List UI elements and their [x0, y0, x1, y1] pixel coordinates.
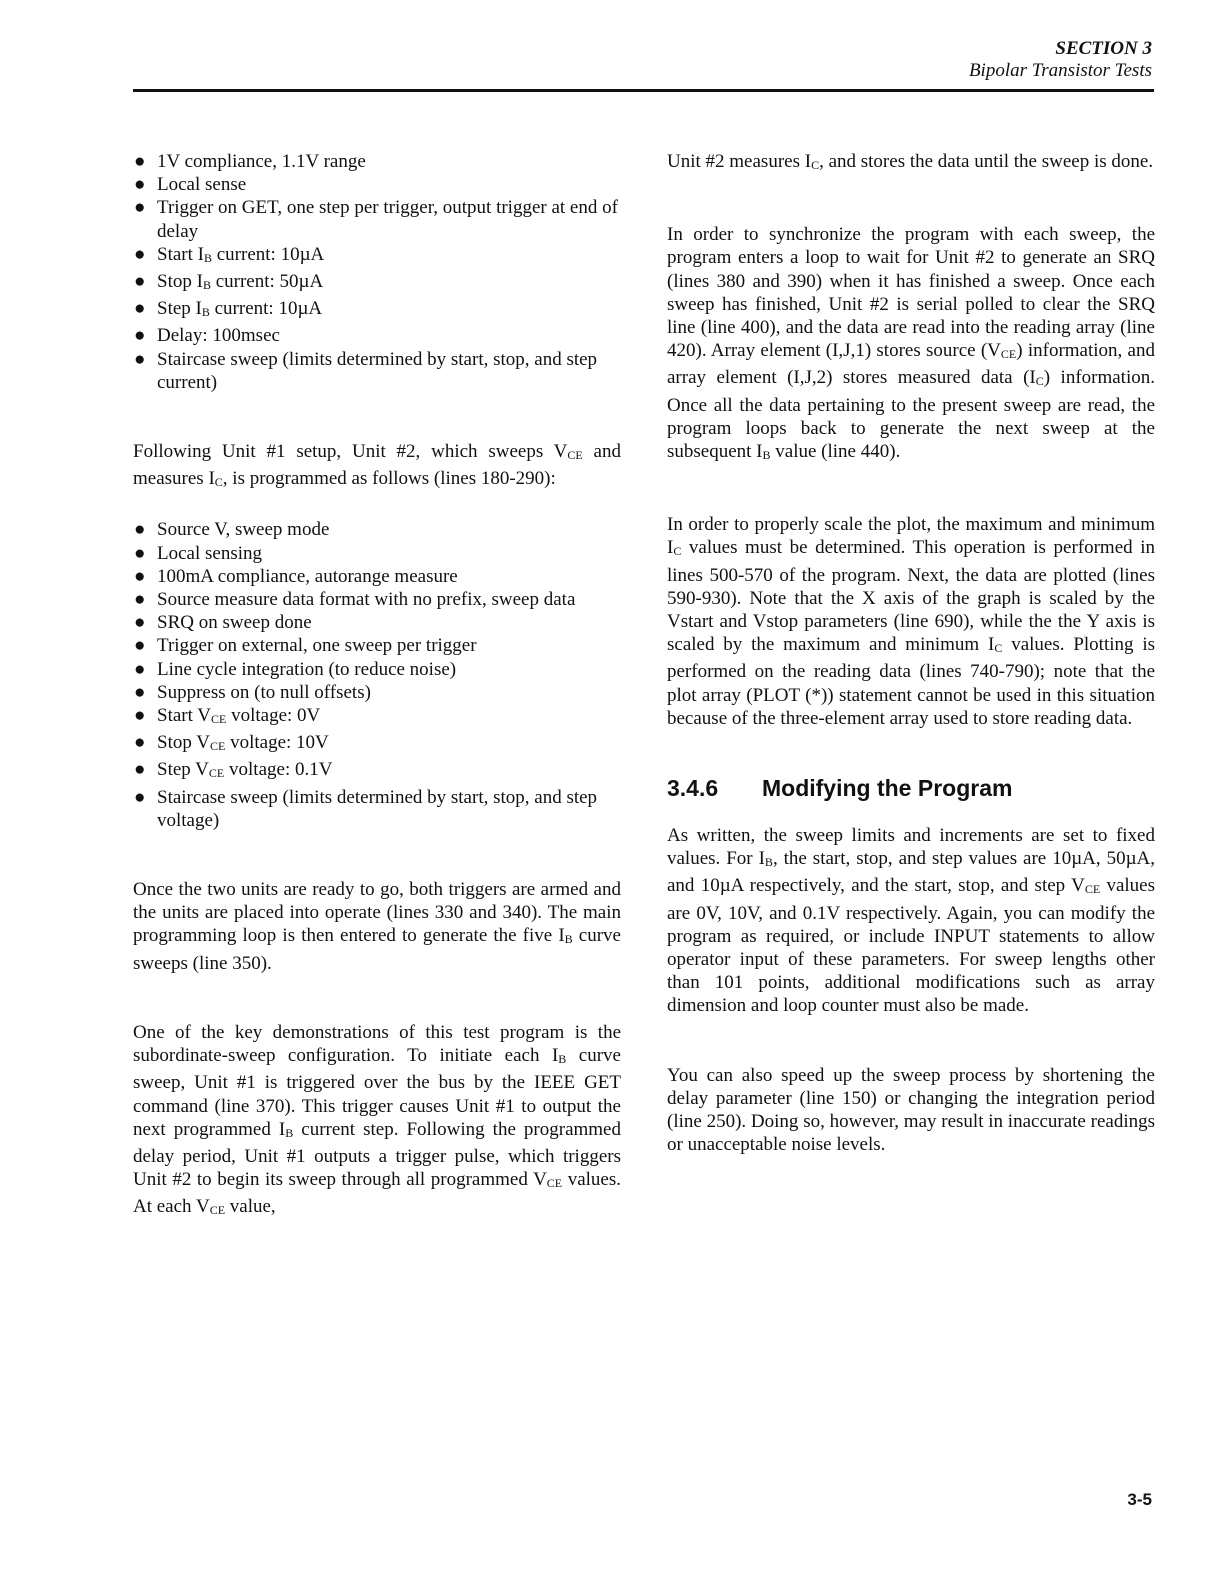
section-label: SECTION 3: [1055, 38, 1152, 59]
running-header: [969, 38, 1152, 82]
list-item: [133, 270, 621, 297]
list-item: [133, 324, 621, 347]
list-item: [133, 150, 621, 173]
bullet-icon: ●: [134, 519, 146, 541]
list-item-text: 100mA compliance, autorange measure: [157, 565, 458, 587]
list-item-text: Stop VCE voltage: 10V: [157, 732, 329, 754]
page-number: 3-5: [1127, 1490, 1152, 1509]
list-item-text: Start IB current: 10µA: [157, 243, 325, 265]
list-item: [133, 758, 621, 785]
bullet-icon: ●: [134, 243, 146, 265]
list-item-text: Stop IB current: 50µA: [157, 271, 324, 293]
bullet-icon: ●: [134, 197, 146, 219]
list-item-text: SRQ on sweep done: [157, 612, 312, 634]
paragraph: As written, the sweep limits and increments are set to fixed values. For IB, the start, stop, and step values are 10µA, 50µA, and 10µA respectively, and the start, stop, and step VCE values are 0V, 10V, and 0.1V respectively. Again, you can modify the program as required, or include INPUT statements to allow operator input of these parameters. For sweep lengths other than 101 points, additional modifications such as array dimension and loop counter must also be made.: [667, 825, 1155, 1017]
bullet-icon: ●: [134, 705, 146, 727]
paragraph: You can also speed up the sweep process by shortening the delay parameter (line 150) or changing the integration period (line 250). Doing so, however, may result in inaccurate readings or unacceptable noise levels.: [667, 1064, 1155, 1156]
unit2-settings-list: [133, 518, 621, 832]
list-item-text: Suppress on (to null offsets): [157, 681, 371, 703]
list-item: [133, 542, 621, 565]
bullet-icon: ●: [134, 681, 146, 703]
list-item-text: Line cycle integration (to reduce noise): [157, 658, 457, 680]
bullet-icon: ●: [134, 786, 146, 808]
bullet-icon: ●: [134, 635, 146, 657]
paragraph: One of the key demonstrations of this test program is the subordinate-sweep configuration. To initiate each IB curve sweep, Unit #1 is triggered over the bus by the IEEE GET command (line 370). This trigger causes Unit #1 to output the next programmed IB current step. Following the programmed delay period, Unit #1 outputs a trigger pulse, which triggers Unit #2 to begin its sweep through all programmed VCE values. At each VCE value,: [133, 1021, 621, 1218]
list-item-text: Local sense: [157, 174, 247, 196]
list-item: [133, 731, 621, 758]
paragraph: Following Unit #1 setup, Unit #2, which sweeps VCE and measures IC, is programmed as follows (lines 180-290):: [133, 441, 621, 490]
list-item-text: 1V compliance, 1.1V range: [157, 151, 366, 172]
list-item-text: Staircase sweep (limits determined by start, stop, and step voltage): [157, 786, 598, 831]
header-rule: [133, 89, 1154, 92]
list-item-text: Trigger on GET, one step per trigger, output trigger at end of delay: [157, 197, 618, 242]
bullet-icon: ●: [134, 732, 146, 754]
list-item: [133, 658, 621, 681]
right-column: [667, 150, 1155, 1157]
paragraph: In order to properly scale the plot, the maximum and minimum IC values must be determined. This operation is performed in lines 500-570 of the program. Next, the data are plotted (lines 590-930). Note that the X axis of the graph is scaled by the Vstart and Vstop parameters (line 690), while the the Y axis is scaled by the maximum and minimum IC values. Plotting is performed on the reading data (lines 740-790); note that the plot array (PLOT (*)) statement cannot be used in this situation because of the three-element array used to store reading data.: [667, 514, 1155, 729]
bullet-icon: ●: [134, 325, 146, 347]
list-item-text: Trigger on external, one sweep per trigger: [157, 635, 477, 657]
paragraph: In order to synchronize the program with each sweep, the program enters a loop to wait for Unit #2 to generate an SRQ (lines 380 and 390) when it has finished a sweep. Once each sweep has finished, Unit #2 is serial polled to clear the SRQ line (line 400), and the data are read into the reading array (line 420). Array element (I,J,1) stores source (VCE) information, and array element (I,J,2) stores measured data (IC) information. Once all the data pertaining to the present sweep are read, the program loops back to generate the next sweep at the subsequent IB value (line 440).: [667, 224, 1155, 463]
list-item: [133, 518, 621, 541]
list-item: [133, 565, 621, 588]
list-item: [133, 173, 621, 196]
list-item: [133, 348, 621, 394]
list-item: [133, 786, 621, 832]
list-item-text: Step IB current: 10µA: [157, 298, 323, 320]
section-subtitle: Bipolar Transistor Tests: [968, 60, 1152, 81]
bullet-icon: ●: [134, 589, 146, 611]
section-title: Modifying the Program: [762, 775, 1013, 802]
list-item-text: Staircase sweep (limits determined by start, stop, and step current): [157, 348, 598, 393]
list-item: [133, 243, 621, 270]
bullet-icon: ●: [134, 759, 146, 781]
bullet-icon: ●: [134, 612, 146, 634]
bullet-icon: ●: [134, 542, 146, 564]
list-item-text: Delay: 100msec: [157, 325, 280, 347]
list-item: [133, 681, 621, 704]
list-item: [133, 634, 621, 657]
list-item-text: Step VCE voltage: 0.1V: [157, 759, 333, 781]
paragraph: Once the two units are ready to go, both triggers are armed and the units are placed into operate (lines 330 and 340). The main programming loop is then entered to generate the five IB curve sweeps (line 350).: [133, 879, 621, 974]
list-item-text: Source V, sweep mode: [157, 519, 330, 541]
left-column: [133, 150, 621, 1223]
list-item-text: Start VCE voltage: 0V: [157, 705, 321, 727]
bullet-icon: ●: [134, 271, 146, 293]
list-item: [133, 588, 621, 611]
list-item-text: Local sensing: [157, 542, 263, 564]
list-item: [133, 704, 621, 731]
bullet-icon: ●: [134, 151, 146, 172]
unit1-settings-list: [133, 150, 621, 394]
bullet-icon: ●: [134, 565, 146, 587]
section-number: 3.4.6: [667, 775, 719, 802]
list-item-text: Source measure data format with no prefix, sweep data: [157, 589, 576, 611]
list-item: [133, 297, 621, 324]
list-item: [133, 196, 621, 242]
bullet-icon: ●: [134, 174, 146, 196]
section-heading: [667, 774, 1155, 802]
bullet-icon: ●: [134, 298, 146, 320]
bullet-icon: ●: [134, 348, 146, 370]
bullet-icon: ●: [134, 658, 146, 680]
list-item: [133, 611, 621, 634]
paragraph: Unit #2 measures IC, and stores the data until the sweep is done.: [667, 151, 1154, 172]
